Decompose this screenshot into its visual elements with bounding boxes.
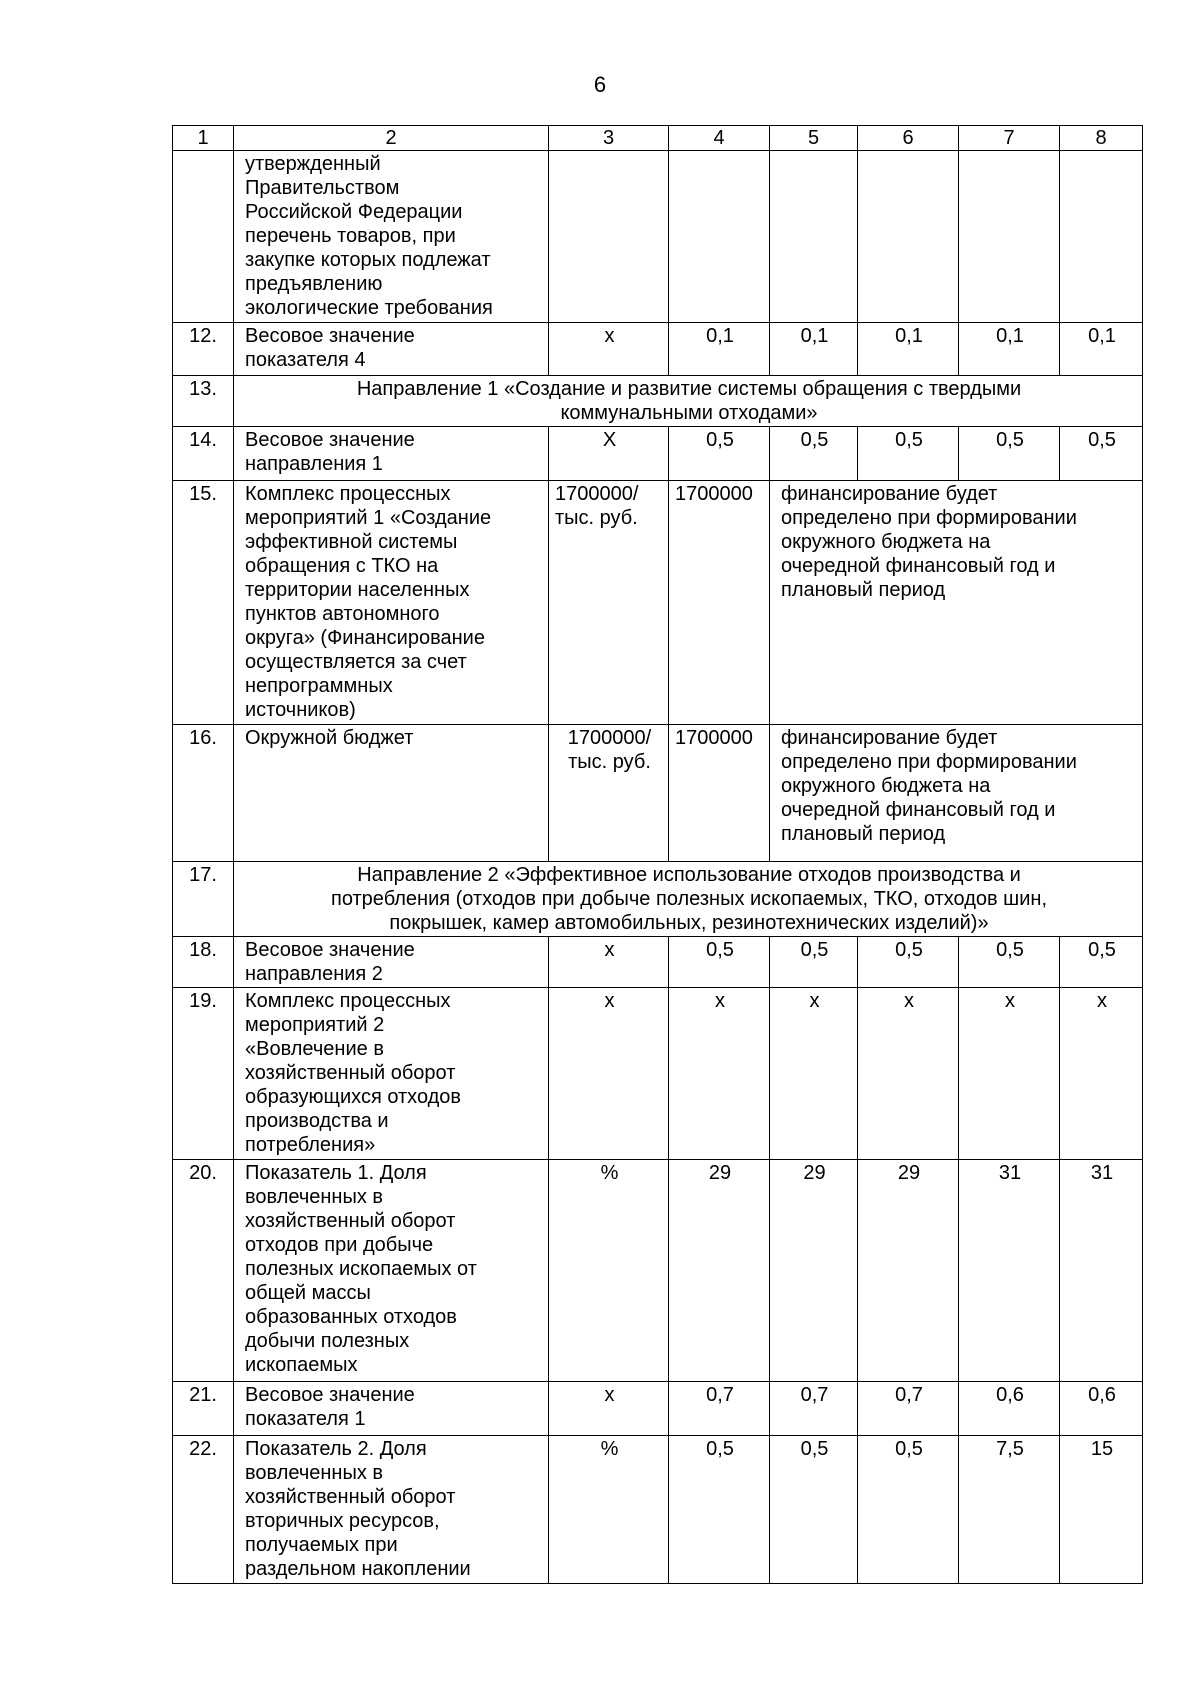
row-number-cell: 15. [173, 481, 234, 725]
value-cell: 0,1 [858, 323, 959, 376]
header-cell: 2 [234, 126, 549, 151]
value-cell [959, 151, 1060, 323]
row-number-cell: 14. [173, 427, 234, 481]
table-row [173, 937, 1143, 988]
row-number-cell: 16. [173, 725, 234, 862]
value-cell: 0,7 [669, 1382, 770, 1436]
value-cell: 0,6 [959, 1382, 1060, 1436]
row-number-cell: 12. [173, 323, 234, 376]
direction-heading-cell: Направление 2 «Эффективное использование отходов производства и потребления (отходов при добыче полезных ископаемых, ТКО, отходов шин, покрышек, камер автомобильных, резинотехнических изделий)» [234, 862, 1143, 937]
direction-heading-cell: Направление 1 «Создание и развитие системы обращения с твердыми коммунальными отходами» [234, 376, 1143, 427]
value-cell: 0,5 [669, 1436, 770, 1584]
header-cell: 1 [173, 126, 234, 151]
indicator-name-cell: Комплекс процессных мероприятий 2 «Вовлечение в хозяйственный оборот образующихся отходов производства и потребления» [234, 988, 549, 1160]
financing-note-cell: финансирование будет определено при формировании окружного бюджета на очередной финансовый год и плановый период [770, 725, 1143, 862]
value-cell: 0,5 [770, 1436, 858, 1584]
table-row [173, 1160, 1143, 1382]
row-number-cell: 17. [173, 862, 234, 937]
unit-cell: % [549, 1160, 669, 1382]
value-cell: 0,5 [959, 427, 1060, 481]
value-cell: х [858, 988, 959, 1160]
unit-cell: х [549, 937, 669, 988]
value-cell: 31 [959, 1160, 1060, 1382]
value-cell: 15 [1060, 1436, 1143, 1584]
unit-cell: % [549, 1436, 669, 1584]
row-number-cell: 22. [173, 1436, 234, 1584]
value-cell: 0,5 [959, 937, 1060, 988]
row-number-cell: 21. [173, 1382, 234, 1436]
unit-cell: 1700000/ тыс. руб. [549, 481, 669, 725]
value-cell: 0,1 [669, 323, 770, 376]
value-cell: 29 [770, 1160, 858, 1382]
unit-cell: 1700000/ тыс. руб. [549, 725, 669, 862]
value-cell: 31 [1060, 1160, 1143, 1382]
table-row [173, 323, 1143, 376]
value-cell: 0,5 [1060, 937, 1143, 988]
page-number: 6 [593, 72, 607, 97]
value-cell: х [959, 988, 1060, 1160]
unit-cell: Х [549, 427, 669, 481]
table-row [173, 862, 1143, 937]
indicator-name-cell: Весовое значение показателя 1 [234, 1382, 549, 1436]
indicator-name-cell: Весовое значение направления 2 [234, 937, 549, 988]
value-cell [770, 151, 858, 323]
value-cell: 1700000 [669, 725, 770, 862]
row-number-cell: 20. [173, 1160, 234, 1382]
value-cell [1060, 151, 1143, 323]
unit-cell: х [549, 1382, 669, 1436]
header-cell: 8 [1060, 126, 1143, 151]
table-row [173, 725, 1143, 862]
header-cell: 6 [858, 126, 959, 151]
indicators-table [172, 125, 1143, 1584]
indicator-name-cell: Окружной бюджет [234, 725, 549, 862]
header-cell: 3 [549, 126, 669, 151]
value-cell: 0,1 [770, 323, 858, 376]
value-cell: 29 [858, 1160, 959, 1382]
row-number-cell [173, 151, 234, 323]
row-number-cell: 18. [173, 937, 234, 988]
value-cell: х [669, 988, 770, 1160]
row-number-cell: 19. [173, 988, 234, 1160]
table-row [173, 481, 1143, 725]
value-cell: 0,6 [1060, 1382, 1143, 1436]
value-cell: 0,5 [770, 427, 858, 481]
value-cell: 7,5 [959, 1436, 1060, 1584]
unit-cell: х [549, 323, 669, 376]
header-cell: 4 [669, 126, 770, 151]
value-cell: 0,7 [770, 1382, 858, 1436]
header-cell: 7 [959, 126, 1060, 151]
value-cell: 0,5 [858, 427, 959, 481]
header-cell: 5 [770, 126, 858, 151]
indicator-name-cell: Весовое значение показателя 4 [234, 323, 549, 376]
value-cell: х [1060, 988, 1143, 1160]
table-row [173, 1382, 1143, 1436]
column-number-header [173, 126, 1143, 151]
table-row [173, 151, 1143, 323]
value-cell: 1700000 [669, 481, 770, 725]
table-row [173, 427, 1143, 481]
value-cell: 0,1 [1060, 323, 1143, 376]
value-cell [669, 151, 770, 323]
table-row [173, 988, 1143, 1160]
unit-cell: х [549, 988, 669, 1160]
financing-note-cell: финансирование будет определено при формировании окружного бюджета на очередной финансовый год и плановый период [770, 481, 1143, 725]
indicator-name-cell: утвержденный Правительством Российской Федерации перечень товаров, при закупке которых подлежат предъявлению экологические требования [234, 151, 549, 323]
table-row [173, 1436, 1143, 1584]
indicator-name-cell: Показатель 1. Доля вовлеченных в хозяйственный оборот отходов при добыче полезных ископаемых от общей массы образованных отходов добычи полезных ископаемых [234, 1160, 549, 1382]
value-cell: 0,5 [1060, 427, 1143, 481]
value-cell: 0,5 [669, 937, 770, 988]
value-cell: 0,5 [858, 1436, 959, 1584]
value-cell: х [770, 988, 858, 1160]
value-cell: 0,5 [770, 937, 858, 988]
row-number-cell: 13. [173, 376, 234, 427]
value-cell: 0,7 [858, 1382, 959, 1436]
indicator-name-cell: Комплекс процессных мероприятий 1 «Создание эффективной системы обращения с ТКО на территории населенных пунктов автономного округа» (Финансирование осуществляется за счет непрограммных источников) [234, 481, 549, 725]
indicator-name-cell: Весовое значение направления 1 [234, 427, 549, 481]
value-cell: 0,1 [959, 323, 1060, 376]
value-cell: 0,5 [858, 937, 959, 988]
value-cell: 29 [669, 1160, 770, 1382]
table-row [173, 376, 1143, 427]
value-cell [858, 151, 959, 323]
value-cell: 0,5 [669, 427, 770, 481]
indicator-name-cell: Показатель 2. Доля вовлеченных в хозяйственный оборот вторичных ресурсов, получаемых при раздельном накоплении [234, 1436, 549, 1584]
unit-cell [549, 151, 669, 323]
